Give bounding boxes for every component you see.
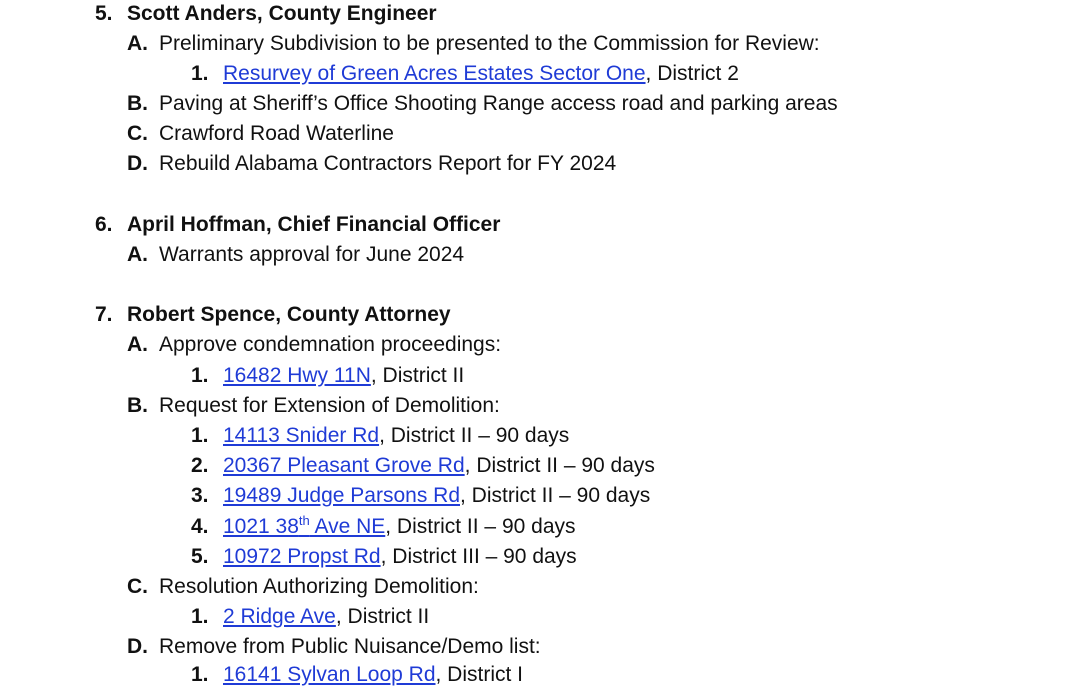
item-text: Crawford Road Waterline: [159, 122, 394, 145]
item-letter: A.: [127, 32, 148, 55]
address-link[interactable]: 10972 Propst Rd: [223, 545, 381, 568]
item-text: Paving at Sheriff’s Office Shooting Range access road and parking areas: [159, 92, 838, 115]
ordinal-suffix: th: [298, 513, 310, 528]
item-text: Preliminary Subdivision to be presented to the Commission for Review:: [159, 32, 820, 55]
item-number: 1.: [191, 424, 209, 447]
section-6-item-a: [127, 242, 464, 268]
item-text: Request for Extension of Demolition:: [159, 394, 500, 417]
item-suffix: , District II – 90 days: [385, 515, 576, 538]
section-5-item-c: [127, 121, 394, 147]
address-link[interactable]: [223, 515, 385, 538]
address-link[interactable]: 16482 Hwy 11N: [223, 364, 371, 387]
section-5-item-d: [127, 151, 616, 177]
section-7-item-c: [127, 574, 479, 600]
section-7-item-b-5: [191, 544, 577, 570]
item-number: 4.: [191, 515, 209, 538]
item-letter: D.: [127, 635, 148, 658]
item-suffix: , District I: [435, 663, 523, 686]
section-number: 5.: [95, 2, 113, 25]
item-letter: C.: [127, 122, 148, 145]
item-number: 2.: [191, 454, 209, 477]
address-link[interactable]: 20367 Pleasant Grove Rd: [223, 454, 465, 477]
section-title: Scott Anders, County Engineer: [127, 2, 437, 25]
section-7-heading: [95, 302, 451, 328]
item-number: 3.: [191, 484, 209, 507]
item-number: 1.: [191, 364, 209, 387]
item-text: Resolution Authorizing Demolition:: [159, 575, 479, 598]
section-5-item-b: [127, 91, 838, 117]
section-7-item-b-3: [191, 483, 650, 509]
link-text: Ave NE: [309, 515, 386, 538]
section-title: Robert Spence, County Attorney: [127, 303, 451, 326]
section-7-item-b-2: [191, 453, 655, 479]
section-5-item-a-1: [191, 61, 739, 87]
item-suffix: , District II – 90 days: [464, 454, 655, 477]
address-link[interactable]: 19489 Judge Parsons Rd: [223, 484, 460, 507]
subdivision-link[interactable]: Resurvey of Green Acres Estates Sector One: [223, 62, 646, 85]
item-suffix: , District II – 90 days: [379, 424, 570, 447]
section-7-item-d-1: [191, 662, 523, 688]
item-suffix: , District II: [335, 605, 430, 628]
item-letter: D.: [127, 152, 148, 175]
item-letter: C.: [127, 575, 148, 598]
address-link[interactable]: 16141 Sylvan Loop Rd: [223, 663, 436, 686]
section-7-item-c-1: [191, 604, 429, 630]
address-link[interactable]: 14113 Snider Rd: [223, 424, 380, 447]
item-suffix: , District II – 90 days: [460, 484, 651, 507]
section-7-item-d: [127, 634, 541, 660]
section-7-item-a: [127, 332, 501, 358]
item-number: 5.: [191, 545, 209, 568]
item-suffix: , District II: [370, 364, 465, 387]
section-5-item-a: [127, 31, 820, 57]
item-suffix: , District III – 90 days: [380, 545, 577, 568]
link-text: 1021 38: [223, 515, 299, 538]
section-title: April Hoffman, Chief Financial Officer: [127, 213, 501, 236]
section-7-item-b-4: [191, 514, 576, 540]
section-7-item-b: [127, 393, 500, 419]
item-number: 1.: [191, 605, 209, 628]
item-text: Approve condemnation proceedings:: [159, 333, 502, 356]
item-letter: A.: [127, 333, 148, 356]
section-7-item-a-1: [191, 363, 464, 389]
section-6-heading: [95, 212, 500, 238]
item-suffix: , District 2: [645, 62, 739, 85]
section-number: 7.: [95, 303, 113, 326]
item-letter: A.: [127, 243, 148, 266]
item-number: 1.: [191, 663, 209, 686]
item-text: Warrants approval for June 2024: [159, 243, 465, 266]
item-number: 1.: [191, 62, 209, 85]
section-7-item-b-1: [191, 423, 569, 449]
item-text: Remove from Public Nuisance/Demo list:: [159, 635, 541, 658]
item-text: Rebuild Alabama Contractors Report for FY 2024: [159, 152, 617, 175]
section-5-heading: [95, 1, 437, 27]
address-link[interactable]: 2 Ridge Ave: [223, 605, 336, 628]
item-letter: B.: [127, 92, 148, 115]
section-number: 6.: [95, 213, 113, 236]
item-letter: B.: [127, 394, 148, 417]
